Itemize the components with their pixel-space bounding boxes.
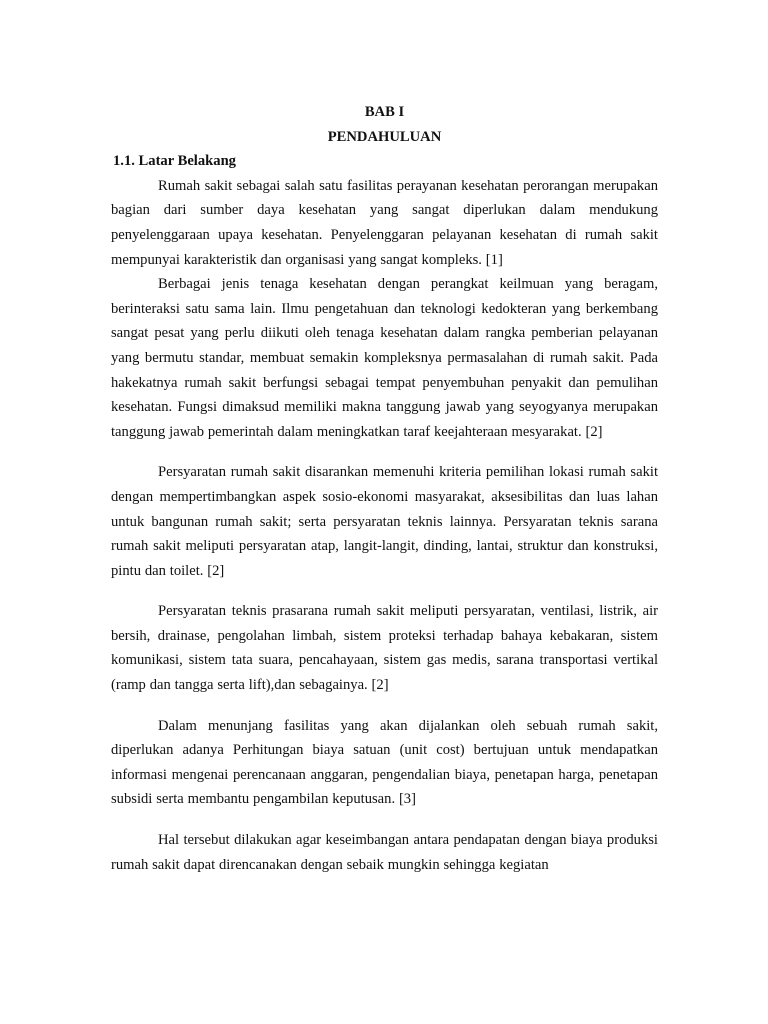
- document-page: [111, 100, 658, 877]
- paragraph-5: Dalam menunjang fasilitas yang akan dijalankan oleh sebuah rumah sakit, diperlukan adanya Perhitungan biaya satuan (unit cost) bertujuan untuk mendapatkan informasi mengenai perencanaan anggaran, pengendalian biaya, penetapan harga, penetapan subsidi serta membantu pengambilan keputusan. [3]: [111, 717, 658, 808]
- section-heading: 1.1. Latar Belakang: [113, 153, 236, 170]
- paragraph-3: Persyaratan rumah sakit disarankan memenuhi kriteria pemilihan lokasi rumah sakit dengan mempertimbangkan aspek sosio-ekonomi masyarakat, aksesibilitas dan luas lahan untuk bangunan rumah sakit; serta persyaratan teknis lainnya. Persyaratan teknis sarana rumah sakit meliputi persyaratan atap, langit-langit, dinding, lantai, struktur dan konstruksi, pintu dan toilet. [2]: [111, 464, 658, 579]
- paragraph-1: Rumah sakit sebagai salah satu fasilitas perayanan kesehatan perorangan merupakan bagian dari sumber daya kesehatan yang sangat diperlukan dalam mendukung penyelenggaraan upaya kesehatan. Penyelenggaran pelayanan kesehatan di rumah sakit mempunyai karakteristik dan organisasi yang sangat kompleks. [1]: [111, 177, 658, 268]
- chapter-title: PENDAHULUAN: [327, 128, 442, 145]
- paragraph-2: Berbagai jenis tenaga kesehatan dengan perangkat keilmuan yang beragam, berinteraksi satu sama lain. Ilmu pengetahuan dan teknologi kedokteran yang berkembang sangat pesat yang perlu diikuti oleh tenaga kesehatan dalam rangka pemberian pelayanan yang bermutu standar, membuat semakin kompleksnya permasalahan di rumah sakit. Pada hakekatnya rumah sakit berfungsi sebagai tempat penyembuhan penyakit dan pemulihan kesehatan. Fungsi dimaksud memiliki makna tanggung jawab yang seyogyanya merupakan tanggung jawab pemerintah dalam meningkatkan taraf keejahteraan mesyarakat. [2]: [111, 276, 658, 440]
- paragraph-4: Persyaratan teknis prasarana rumah sakit meliputi persyaratan, ventilasi, listrik, air bersih, drainase, pengolahan limbah, sistem proteksi terhadap bahaya kebakaran, sistem komunikasi, sistem tata suara, pencahayaan, sistem gas medis, sarana transportasi vertikal (ramp dan tangga serta lift),dan sebagainya. [2]: [111, 603, 658, 694]
- paragraph-6: Hal tersebut dilakukan agar keseimbangan antara pendapatan dengan biaya produksi rumah sakit dapat direncanakan dengan sebaik mungkin sehingga kegiatan: [111, 832, 658, 873]
- chapter-number: BAB I: [364, 104, 405, 120]
